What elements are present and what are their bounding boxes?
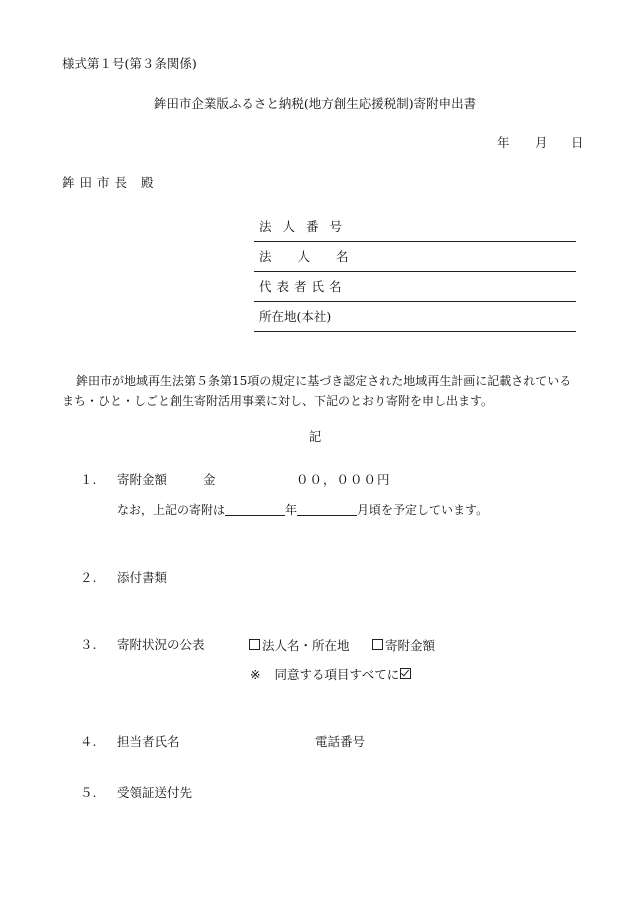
applicant-fields	[254, 212, 576, 332]
option-donation-amount[interactable]	[372, 639, 435, 653]
field-corporate-number[interactable]	[254, 212, 576, 242]
field-label: 所在地(本社)	[259, 309, 332, 324]
checkbox-icon[interactable]	[372, 639, 383, 650]
date-day-label: 日	[571, 135, 584, 150]
option-corporate-name-address[interactable]	[249, 639, 350, 653]
checkbox-icon[interactable]	[249, 639, 260, 650]
item-3-label: 寄附状況の公表	[117, 637, 205, 652]
date-month-label: 月	[535, 135, 548, 150]
item-1-number: １.	[80, 472, 97, 487]
amount-note-start: なお，上記の寄附は	[117, 503, 226, 517]
document-title: 鉾田市企業版ふるさと納税(地方創生応援税制)寄附申出書	[153, 96, 477, 111]
body-paragraph: 鉾田市が地域再生法第５条第15項の規定に基づき認定された地域再生計画に記載されているまち・ひと・しごと創生寄附活用事業に対し、下記のとおり寄附を申し出ます。	[62, 374, 572, 408]
item-5-label: 受領証送付先	[117, 785, 193, 800]
item-5-number: ５.	[80, 785, 97, 800]
item-2-number: ２.	[80, 570, 97, 585]
amount-note	[117, 503, 488, 516]
field-label: 代表者氏名	[259, 279, 347, 294]
field-corporate-name[interactable]	[254, 242, 576, 272]
item-1-label: 寄附金額	[117, 472, 168, 487]
item-3-number: ３.	[80, 637, 97, 652]
amount-note-year: 年	[285, 503, 298, 517]
ki-heading: 記	[308, 429, 322, 444]
item-4-number: ４.	[80, 734, 97, 749]
field-address[interactable]	[254, 302, 576, 332]
checked-box-icon	[400, 668, 411, 679]
note-year-blank[interactable]	[225, 503, 285, 516]
form-number: 様式第１号(第３条関係)	[62, 56, 197, 71]
field-representative-name[interactable]	[254, 272, 576, 302]
note-month-blank[interactable]	[297, 503, 357, 516]
amount-prefix: 金	[203, 472, 216, 487]
disclosure-note-text: 同意する項目すべてに	[274, 667, 400, 682]
addressee: 鉾田市長 殿	[62, 175, 159, 190]
option-1-label: 法人名・所在地	[262, 638, 350, 653]
field-label: 法人番号	[259, 219, 354, 234]
option-2-label: 寄附金額	[385, 638, 436, 653]
field-label: 法人名	[259, 249, 375, 264]
amount-note-end: 月頃を予定しています。	[357, 503, 489, 517]
item-2-label: 添付書類	[117, 570, 168, 585]
item-4-label: 担当者氏名	[117, 734, 180, 749]
disclosure-note	[250, 668, 413, 682]
reference-mark: ※	[250, 667, 261, 682]
date-year-label: 年	[497, 135, 510, 150]
amount-value[interactable]: ００，０００円	[296, 472, 391, 487]
phone-label: 電話番号	[315, 734, 366, 749]
